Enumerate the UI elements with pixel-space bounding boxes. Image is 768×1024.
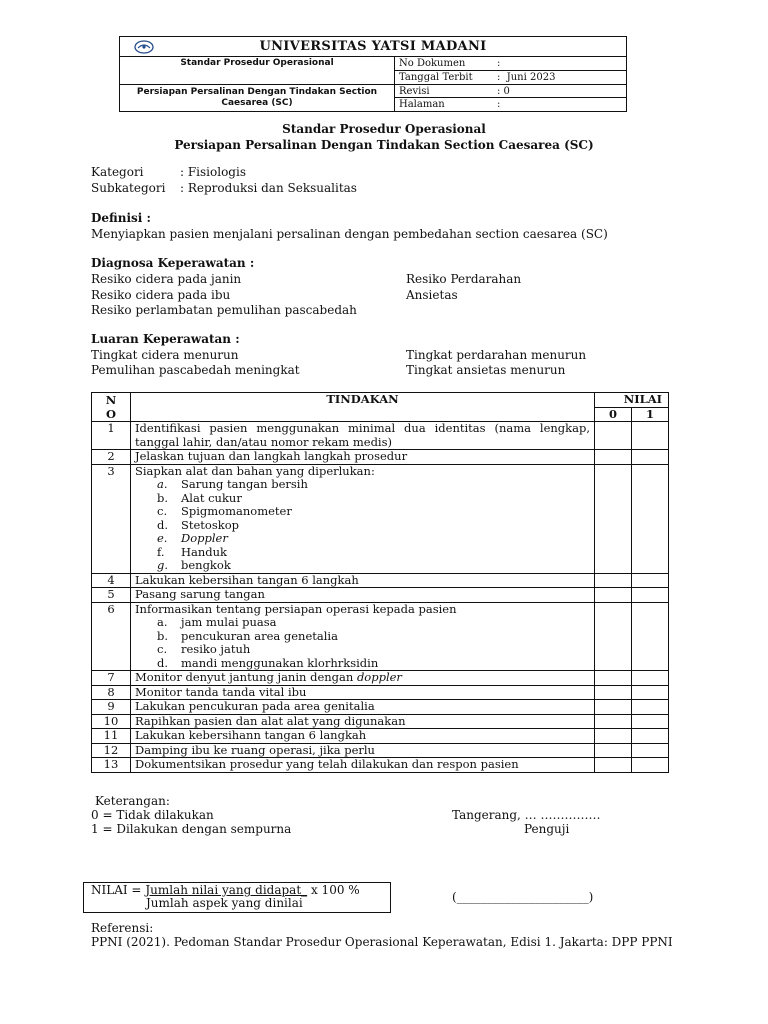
sub-item xyxy=(135,616,590,630)
table-row xyxy=(92,743,669,758)
row-number: 9 xyxy=(92,700,131,715)
signature-role: Penguji xyxy=(524,822,570,836)
keterangan-heading: Keterangan: xyxy=(95,794,170,808)
nilai-0-cell[interactable] xyxy=(595,573,632,588)
tindakan-text: Lakukan kebersihann tangan 6 langkah xyxy=(135,728,367,742)
row-number: 13 xyxy=(92,758,131,773)
sub-item-text: Doppler xyxy=(181,531,228,545)
formula-denominator: Jumlah aspek yang dinilai xyxy=(146,896,303,910)
tindakan-text: Siapkan alat dan bahan yang diperlukan: xyxy=(135,463,375,478)
kategori-value: : Fisiologis xyxy=(180,165,246,179)
row-number: 11 xyxy=(92,729,131,744)
tindakan-text: Pasang sarung tangan xyxy=(135,587,265,601)
diagnosa-item: Ansietas xyxy=(406,288,458,302)
col-no-bottom: O xyxy=(105,407,117,421)
sub-item-text: pencukuran area genetalia xyxy=(181,628,338,643)
signature-place: Tangerang, … …………… xyxy=(452,808,601,822)
document-title: Standar Prosedur Operasional xyxy=(282,122,486,136)
university-logo-icon xyxy=(134,40,154,54)
luaran-heading: Luaran Keperawatan : xyxy=(91,332,240,346)
meta-value: : 0 xyxy=(493,85,626,98)
nilai-1-cell[interactable] xyxy=(632,685,669,700)
table-row xyxy=(92,729,669,744)
col-nilai-0: 0 xyxy=(595,407,632,422)
table-row xyxy=(92,714,669,729)
sub-item-letter: e. xyxy=(157,531,168,545)
sub-item-letter: c. xyxy=(157,642,168,656)
table-row xyxy=(92,671,669,686)
tindakan-text: Lakukan pencukuran pada area genitalia xyxy=(135,699,375,713)
keterangan-1: 1 = Dilakukan dengan sempurna xyxy=(91,822,292,836)
table-row xyxy=(92,700,669,715)
university-name: UNIVERSITAS YATSI MADANI xyxy=(259,39,487,54)
row-tindakan xyxy=(131,573,595,588)
sub-item-text: bengkok xyxy=(181,558,231,572)
formula-numerator: Jumlah nilai yang didapat_ xyxy=(145,883,308,897)
col-nilai-1: 1 xyxy=(632,407,669,422)
table-row xyxy=(92,450,669,465)
sub-item-text: Spigmomanometer xyxy=(181,504,292,518)
row-tindakan xyxy=(131,685,595,700)
meta-value: : xyxy=(493,58,626,71)
definisi-text: Menyiapkan pasien menjalani persalinan dengan pembedahan section caesarea (SC) xyxy=(91,227,608,241)
tindakan-text: Damping ibu ke ruang operasi, jika perlu xyxy=(135,742,375,757)
meta-cell xyxy=(395,57,627,85)
row-tindakan xyxy=(131,602,595,671)
sub-item xyxy=(135,492,590,506)
subkategori-label: Subkategori xyxy=(91,181,166,195)
meta-key: No Dokumen xyxy=(395,58,493,71)
nilai-1-cell[interactable] xyxy=(632,700,669,715)
referensi-text: PPNI (2021). Pedoman Standar Prosedur Operasional Keperawatan, Edisi 1. Jakarta: DPP PPNI xyxy=(91,935,673,949)
row-tindakan xyxy=(131,450,595,465)
nilai-1-cell[interactable] xyxy=(632,450,669,465)
row-tindakan xyxy=(131,729,595,744)
table-row xyxy=(92,588,669,603)
meta-key: Tanggal Terbit xyxy=(399,71,473,83)
subkategori-value: : Reproduksi dan Seksualitas xyxy=(180,181,357,195)
luaran-item: Tingkat cidera menurun xyxy=(91,348,239,362)
luaran-item: Pemulihan pascabedah meningkat xyxy=(91,363,300,377)
table-row xyxy=(92,573,669,588)
row-number: 2 xyxy=(92,450,131,465)
luaran-item: Tingkat perdarahan menurun xyxy=(406,348,587,362)
nilai-0-cell[interactable] xyxy=(595,685,632,700)
row-number: 6 xyxy=(92,602,131,671)
row-tindakan xyxy=(131,714,595,729)
sub-item xyxy=(135,478,590,492)
nilai-formula-box xyxy=(83,882,391,913)
nilai-0-cell[interactable] xyxy=(595,729,632,744)
sub-item xyxy=(135,559,590,573)
sop-label: Standar Prosedur Operasional xyxy=(120,57,395,85)
sub-item-letter: f. xyxy=(157,544,165,559)
sop-title-cell: Persiapan Persalinan Dengan Tindakan Section Caesarea (SC) xyxy=(120,85,395,112)
meta-value xyxy=(493,70,626,84)
nilai-1-cell[interactable] xyxy=(632,671,669,686)
table-row xyxy=(92,464,669,573)
sub-item xyxy=(135,657,590,671)
nilai-0-cell[interactable] xyxy=(595,743,632,758)
row-number: 4 xyxy=(92,573,131,588)
nilai-1-cell[interactable] xyxy=(632,588,669,603)
row-number: 7 xyxy=(92,671,131,686)
sub-item-letter: c. xyxy=(157,504,168,518)
sub-item xyxy=(135,546,590,560)
row-number: 3 xyxy=(92,464,131,573)
keterangan-0: 0 = Tidak dilakukan xyxy=(91,808,214,822)
nilai-1-cell[interactable] xyxy=(632,602,669,671)
nilai-1-cell[interactable] xyxy=(632,729,669,744)
kategori-label: Kategori xyxy=(91,165,144,179)
sub-item-text: resiko jatuh xyxy=(181,642,251,656)
tindakan-text: Rapihkan pasien dan alat alat yang digunakan xyxy=(135,713,406,728)
sub-item-text: Handuk xyxy=(181,544,228,559)
sub-item-letter: d. xyxy=(157,517,169,532)
tindakan-italic: doppler xyxy=(356,670,402,684)
meta-key: Halaman xyxy=(399,99,445,110)
row-number: 1 xyxy=(92,422,131,450)
sub-item-text: mandi menggunakan klorhrksidin xyxy=(181,655,379,670)
nilai-1-cell[interactable] xyxy=(632,464,669,573)
sub-item-letter: g. xyxy=(157,558,169,572)
sub-item-text: Alat cukur xyxy=(181,490,242,505)
sub-item xyxy=(135,505,590,519)
nilai-1-cell[interactable] xyxy=(632,422,669,450)
tindakan-text: Monitor denyut jantung janin dengan xyxy=(135,670,354,684)
document-header xyxy=(119,36,627,112)
diagnosa-item: Resiko cidera pada janin xyxy=(91,272,242,286)
col-no-header xyxy=(92,393,131,422)
row-number: 12 xyxy=(92,743,131,758)
university-cell xyxy=(120,37,627,57)
meta-sep: : xyxy=(497,71,501,83)
sub-item xyxy=(135,630,590,644)
nilai-1-cell[interactable] xyxy=(632,714,669,729)
sub-item xyxy=(135,532,590,546)
tanggal-terbit-value: Juni 2023 xyxy=(506,71,556,83)
nilai-1-cell[interactable] xyxy=(632,573,669,588)
tindakan-table xyxy=(91,392,669,773)
table-row xyxy=(92,602,669,671)
definisi-heading: Definisi : xyxy=(91,211,151,225)
table-row xyxy=(92,422,669,450)
tindakan-text: Informasikan tentang persiapan operasi kepada pasien xyxy=(135,601,457,616)
sub-item-text: jam mulai puasa xyxy=(181,615,277,629)
row-number: 5 xyxy=(92,588,131,603)
referensi-heading: Referensi: xyxy=(91,921,154,935)
formula-times: x 100 % xyxy=(307,883,360,897)
table-body xyxy=(92,422,669,773)
row-tindakan xyxy=(131,588,595,603)
sub-item-letter: b. xyxy=(157,628,169,643)
tindakan-text: Dokumentsikan prosedur yang telah dilakukan dan respon pasien xyxy=(135,757,519,771)
meta-value: : xyxy=(497,99,501,110)
row-tindakan xyxy=(131,700,595,715)
sub-item-letter: d. xyxy=(157,655,169,670)
nilai-0-cell[interactable] xyxy=(595,422,632,450)
sub-item-text: Sarung tangan bersih xyxy=(181,477,308,491)
nilai-0-cell[interactable] xyxy=(595,450,632,465)
nilai-0-cell[interactable] xyxy=(595,588,632,603)
row-tindakan xyxy=(131,464,595,573)
signature-line: (______________________) xyxy=(452,890,594,904)
diagnosa-heading: Diagnosa Keperawatan : xyxy=(91,256,255,270)
diagnosa-item: Resiko perlambatan pemulihan pascabedah xyxy=(91,303,357,317)
diagnosa-item: Resiko cidera pada ibu xyxy=(91,288,231,302)
sub-item xyxy=(135,519,590,533)
table-row xyxy=(92,685,669,700)
luaran-item: Tingkat ansietas menurun xyxy=(406,363,566,377)
col-no-top: N xyxy=(105,393,117,407)
col-nilai-header: NILAI xyxy=(595,393,669,408)
col-tindakan-header: TINDAKAN xyxy=(131,393,595,422)
diagnosa-item: Resiko Perdarahan xyxy=(406,272,522,286)
tindakan-text: Monitor tanda tanda vital ibu xyxy=(135,684,307,699)
nilai-1-cell[interactable] xyxy=(632,743,669,758)
tindakan-text: Jelaskan tujuan dan langkah langkah prosedur xyxy=(135,449,408,463)
row-number: 10 xyxy=(92,714,131,729)
table-row xyxy=(92,758,669,773)
nilai-0-cell[interactable] xyxy=(595,700,632,715)
sub-item-text: Stetoskop xyxy=(181,517,240,532)
row-number: 8 xyxy=(92,685,131,700)
row-tindakan xyxy=(131,758,595,773)
sub-item-letter: b. xyxy=(157,490,169,505)
tindakan-text: Lakukan kebersihan tangan 6 langkah xyxy=(135,572,359,587)
row-tindakan xyxy=(131,671,595,686)
meta-cell xyxy=(395,85,627,112)
row-tindakan xyxy=(131,422,595,450)
formula-prefix: NILAI = xyxy=(91,883,146,897)
sub-item-letter: a. xyxy=(157,615,168,629)
tindakan-text: Identifikasi pasien menggunakan minimal dua identitas (nama lengkap, tanggal lahir, dan/atau nomor rekam medis) xyxy=(135,421,590,449)
nilai-0-cell[interactable] xyxy=(595,714,632,729)
sub-item-letter: a. xyxy=(157,477,168,491)
nilai-0-cell[interactable] xyxy=(595,671,632,686)
sub-item xyxy=(135,643,590,657)
nilai-0-cell[interactable] xyxy=(595,464,632,573)
row-tindakan xyxy=(131,743,595,758)
document-subtitle: Persiapan Persalinan Dengan Tindakan Section Caesarea (SC) xyxy=(174,138,594,152)
nilai-0-cell[interactable] xyxy=(595,602,632,671)
nilai-0-cell[interactable] xyxy=(595,758,632,773)
meta-key: Revisi xyxy=(395,85,493,98)
nilai-1-cell[interactable] xyxy=(632,758,669,773)
